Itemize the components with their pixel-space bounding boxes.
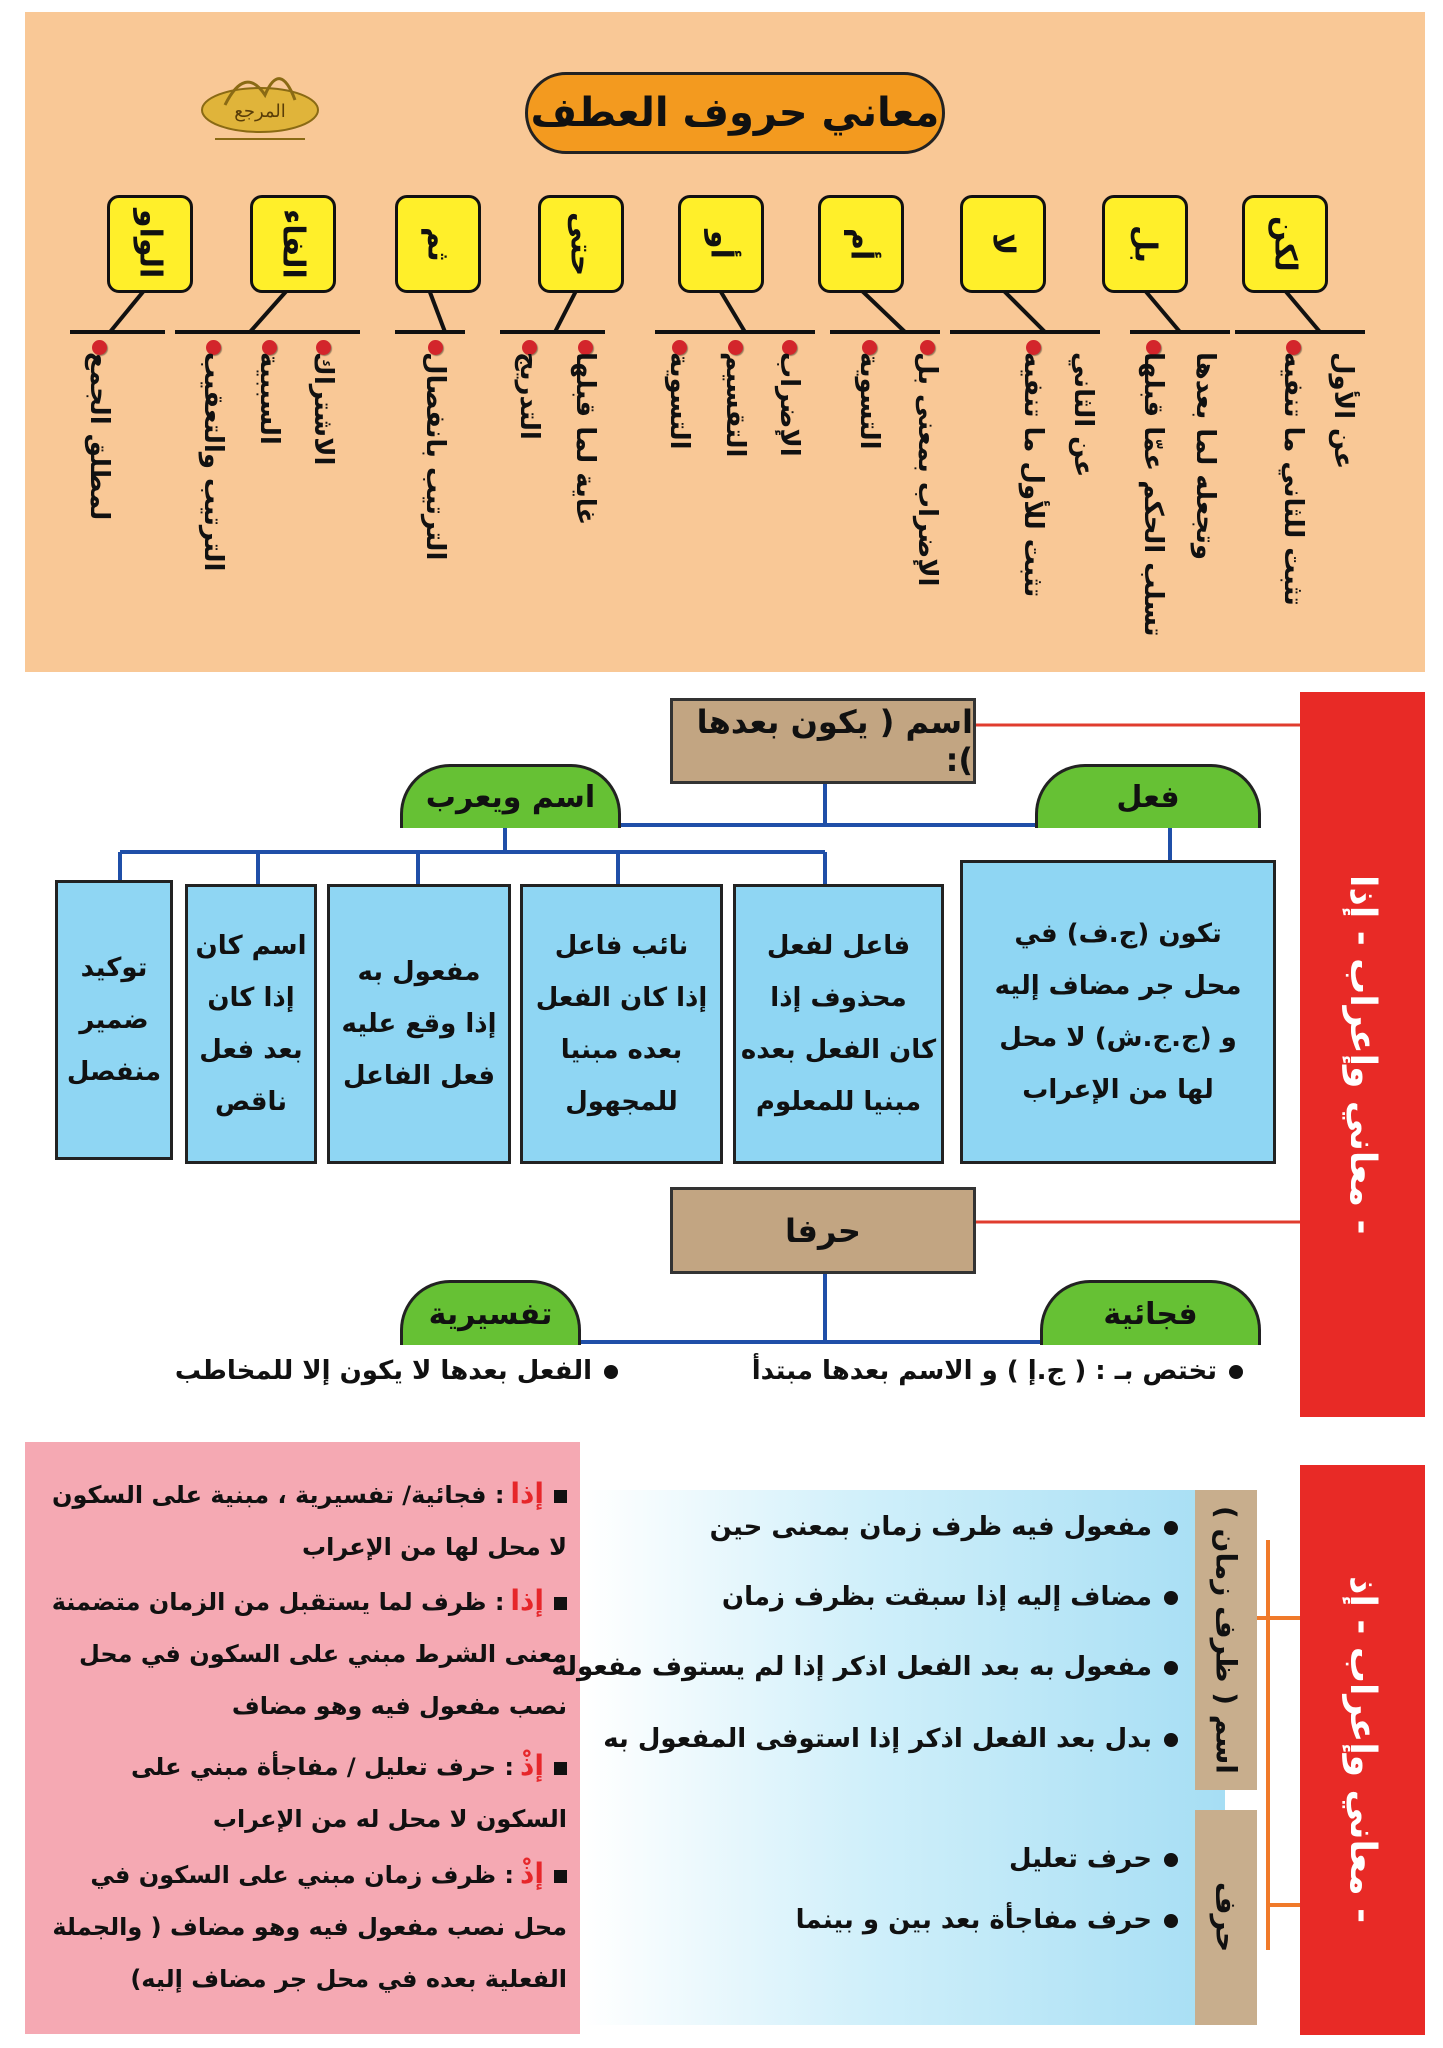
fael-box: فاعل لفعل محذوف إذا كان الفعل بعده مبنيا للمعلوم (733, 884, 944, 1164)
square-bullet-icon (554, 1870, 567, 1883)
meaning-aw-3: التسوية (664, 352, 694, 450)
harf-item: حرف تعليل (1009, 1844, 1178, 1874)
ism-item: مفعول به بعد الفعل اذكر إذا لم يستوف مفعوله (551, 1652, 1178, 1682)
ism-item: مضاف إليه إذا سبقت بظرف زمان (722, 1582, 1178, 1612)
ism-kana-box: اسم كان إذا كان بعد فعل ناقص (185, 884, 317, 1164)
harf-side: حرف (1195, 1810, 1257, 2025)
meaning-hatta-2: التدريج (514, 352, 544, 440)
page-title: معاني حروف العطف (525, 72, 945, 154)
logo (185, 55, 335, 150)
meaning-bal-2: وتجعله لما بعدها (1190, 352, 1220, 561)
summary-item: إذا: فجائية/ تفسيرية ، مبنية على السكون لا محل لها من الإعراب (51, 1477, 567, 1561)
meaning-am-2: التسوية (854, 352, 884, 450)
letter-thumma: ثم (395, 195, 481, 293)
fiel-explanation-box: تكون (ج.ف) في محل جر مضاف إليه و (ج.ج.ش) لا محل لها من الإعراب (960, 860, 1276, 1164)
idh-details-panel (585, 1490, 1225, 2025)
ism-yuarab-tab: اسم ويعرب (400, 764, 621, 828)
summary-item: إذْ: حرف تعليل / مفاجأة مبني على السكون لا محل له من الإعراب (131, 1749, 567, 1833)
tawkeed-box: توكيد ضمير منفصل (55, 880, 173, 1160)
letter-la: لا (960, 195, 1046, 293)
ism-node: اسم ( يكون بعدها ): (670, 698, 976, 784)
harf-node: حرفا (670, 1187, 976, 1274)
fiel-tab: فعل (1035, 764, 1261, 828)
letter-lakin: لكن (1242, 195, 1328, 293)
logo-text: المرجع (234, 101, 286, 122)
ism-item: مفعول فيه ظرف زمان بمعنى حين (710, 1512, 1178, 1542)
meaning-la-1: تثبت للأول ما تنفيه (1018, 352, 1048, 598)
tafsiriya-tab: تفسيرية (400, 1280, 581, 1345)
idh-side-title: معاني وإعراب - إذ - (1300, 1465, 1425, 2035)
meaning-lakin-2: عن الأول (1328, 352, 1358, 470)
letter-waw: الواو (107, 195, 193, 293)
square-bullet-icon (554, 1762, 567, 1775)
meaning-fa-1: الاشتراك (308, 352, 338, 466)
meaning-aw-2: التقسيم (720, 352, 750, 458)
meaning-waw-1: لمطلق الجمع (84, 352, 114, 521)
harf-item: حرف مفاجأة بعد بين و بينما (796, 1905, 1178, 1935)
fujaiya-note: تختص بـ : ( ج.إ ) و الاسم بعدها مبتدأ (752, 1356, 1243, 1386)
fujaiya-tab: فجائية (1040, 1280, 1261, 1345)
ism-item: بدل بعد الفعل اذكر إذا استوفى المفعول به (603, 1724, 1178, 1754)
meaning-aw-1: الإضراب (774, 352, 804, 457)
summary-item: إذا: ظرف لما يستقبل من الزمان متضمنة معنى الشرط مبني على السكون في محل نصب مفعول فيه وهو مضاف (51, 1584, 567, 1720)
meaning-lakin-1: تثبت للثاني ما تنفيه (1278, 352, 1308, 606)
meaning-la-2: عن الثاني (1068, 352, 1098, 478)
square-bullet-icon (554, 1597, 567, 1610)
meaning-bal-1: تسلب الحكم عمّا قبلها (1138, 352, 1168, 637)
meaning-thumma-1: الترتيب بانفصال (420, 352, 450, 561)
letter-aw: أو (678, 195, 764, 293)
idha-side-title: معاني وإعراب - إذا - (1300, 692, 1425, 1417)
letter-fa: الفاء (250, 195, 336, 293)
ism-zarf-side: اسم ( ظرف زمان ) (1195, 1490, 1257, 1790)
naib-fael-box: نائب فاعل إذا كان الفعل بعده مبنيا للمجهول (520, 884, 723, 1164)
summary-item: إذْ: ظرف زمان مبني على السكون في محل نصب مفعول فيه وهو مضاف ( والجملة الفعلية بعده في محل جر مضاف إليه) (52, 1857, 567, 1993)
mafool-bihi-box: مفعول به إذا وقع عليه فعل الفاعل (327, 884, 511, 1164)
letter-hatta: حتى (538, 195, 624, 293)
meaning-hatta-1: غاية لما قبلها (570, 352, 600, 526)
letter-bal: بل (1102, 195, 1188, 293)
letter-am: أم (818, 195, 904, 293)
square-bullet-icon (554, 1490, 567, 1503)
meaning-fa-3: الترتيب والتعقيب (198, 352, 228, 572)
meaning-fa-2: السببية (254, 352, 284, 445)
tafsiriya-note: الفعل بعدها لا يكون إلا للمخاطب (175, 1356, 618, 1386)
meaning-am-1: الإضراب بمعنى بل (912, 352, 942, 587)
